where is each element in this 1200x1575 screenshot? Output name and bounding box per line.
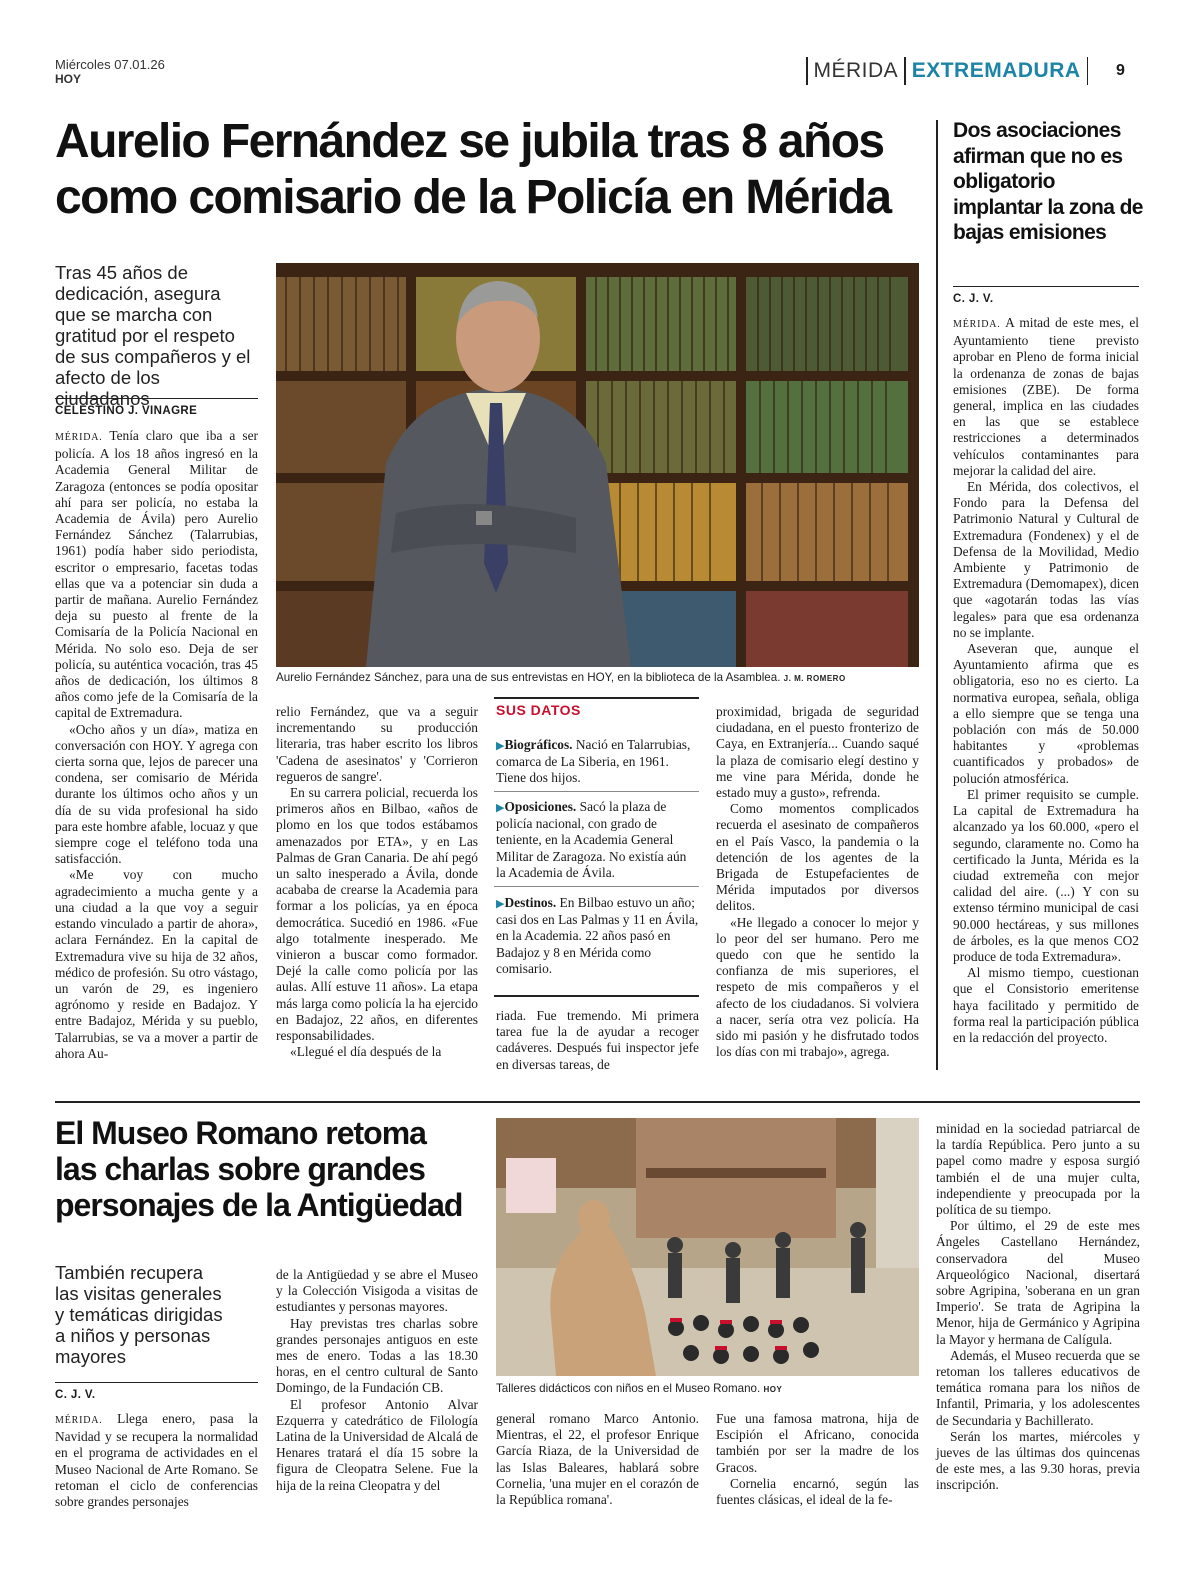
museum-byline: C. J. V.: [55, 1382, 258, 1401]
museum-workshop-image: [496, 1118, 919, 1376]
museum-headline: [55, 1115, 485, 1223]
main-photo-caption: [276, 671, 919, 686]
museum-photo-caption: [496, 1382, 919, 1397]
main-article-col1: [55, 428, 258, 1062]
headline-line: como comisario de la Policía en Mérida: [55, 171, 891, 224]
sus-datos-title: SUS DATOS: [496, 702, 581, 718]
divider: [494, 995, 699, 997]
paragraph: general romano Marco Antonio. Mientras, el 22, el profesor Enrique García Riaza, de la Universidad de las Islas Baleares, hablará sobre Cornelia, 'una mujer en el corazón de la República romana'.: [496, 1411, 699, 1508]
main-photo: [276, 263, 919, 667]
paragraph: El primer requisito se cumple. La capital de Extremadura ha alcanzado ya los 60.000, «pero el segundo, claramente no. Como ha certificado la Junta, Mérida es la ciudad extremeña con mejor calidad del aire. (...) Y con su extenso término municipal de casi 90.000 hectáreas, y sus millones de árboles, es la que menos CO2 produce de toda Extremadura».: [953, 786, 1139, 964]
date-text: Miércoles 07.01.26: [55, 57, 165, 72]
dateline: MÉRIDA.: [55, 432, 103, 443]
paragraph: «He llegado a conocer lo mejor y lo peor del ser humano. Pero me quedo con que he sentido la confianza de mis superiores, el respeto de mis compañeros y el afecto de los ciudadanos. Si volviera a nacer, sería otra vez policía. Ha sido mi pasión y he disfrutado todos los días con mi trabajo», agrega.: [716, 914, 919, 1060]
main-article-col3: [496, 1008, 699, 1073]
paragraph: minidad en la sociedad patriarcal de la tardía República. Pero junto a su papel como madre y esposa surgió también el de una mujer culta, independiente y preocupada por la política de su tiempo.: [936, 1121, 1140, 1218]
newspaper-name: HOY: [55, 72, 82, 86]
item-text: En Bilbao estuvo un año; casi dos en Las Palmas y 11 en Ávila, en la Academia. 22 años pasó en Badajoz y 8 en Mérida como comisario.: [496, 895, 699, 976]
headline-line: El Museo Romano retoma: [55, 1115, 426, 1151]
paragraph: El profesor Antonio Alvar Ezquerra y catedrático de Filología Latina de la Universidad de Alcalá de Henares tratará el día 15 sobre la figura de Cleopatra Selene. Fue la hija de la reina Cleopatra y del: [276, 1396, 478, 1493]
divider: [494, 886, 699, 887]
paragraph: Como momentos complicados recuerda el asesinato de compañeros en el País Vasco, la pandemia o la detención de los agentes de la Brigada de Estupefacientes de Mérida imputados por diversos delitos.: [716, 801, 919, 914]
sus-datos-item: [496, 799, 699, 881]
headline-line: Aurelio Fernández se jubila tras 8 años: [55, 115, 884, 168]
divider: [904, 57, 906, 85]
main-byline: CELESTINO J. VINAGRE: [55, 398, 258, 417]
section-divider: [55, 1101, 1140, 1103]
triangle-bullet-icon: ▶: [496, 802, 505, 814]
section-region: EXTREMADURA: [911, 59, 1081, 82]
paragraph: «Me voy con mucho agradecimiento a mucha gente y a una ciudad a la que voy a seguir estando vinculado a partir de ahora», aclara Fernández. En la capital de Extremadura vive su hija de 32 años, médico de profesión. Su otro vástago, un varón de 29, es ingeniero agrónomo y reside en Badajoz. Y entre Badajoz, Mérida y su pueblo, Talarrubias, se va a mover a partir de ahora Au-: [55, 867, 258, 1061]
page-number: 9: [1116, 62, 1125, 79]
headline-line: personajes de la Antigüedad: [55, 1187, 463, 1223]
paragraph: «Llegué el día después de la: [290, 1044, 442, 1060]
paragraph: Llega enero, pasa la Navidad y se recupera la normalidad en el programa de actividades en el Museo Nacional de Arte Romano. Se retoman el ciclo de conferencias sobre grandes personajes: [55, 1411, 258, 1510]
divider: [806, 57, 808, 85]
side-byline: C. J. V.: [953, 286, 1139, 305]
photo-credit: HOY: [763, 1385, 783, 1394]
main-article-col2: [276, 704, 478, 1060]
museum-standfirst: También recupera las visitas generales y temáticas dirigidas a niños y personas mayores: [55, 1262, 223, 1367]
paragraph: Aseveran que, aunque el Ayuntamiento afirma que es obligatoria, eso no es cierto. La normativa europea, señala, obliga a ello siempre que se tenga una población con más de 50.000 habitantes y «problemas cuantificados y probados» de polución atmosférica.: [953, 641, 1139, 786]
main-standfirst: Tras 45 años de dedicación, asegura que se marcha con gratitud por el respeto de sus compañeros y el afecto de los ciudadanos: [55, 262, 251, 409]
paragraph: de la Antigüedad y se abre el Museo y la Colección Visigoda a visitas de estudiantes y personas mayores.: [276, 1267, 478, 1315]
headline-line: las charlas sobre grandes: [55, 1151, 425, 1187]
museum-article-col3: [496, 1411, 699, 1508]
paragraph: Serán los martes, miércoles y jueves de las últimas dos quincenas de este mes, a las 9.30 horas, previa inscripción.: [936, 1428, 1140, 1493]
paragraph: En Mérida, dos colectivos, el Fondo para la Defensa del Patrimonio Natural y Cultural de Extremadura (Fondenex) y el de Defensa de la Movilidad, Medio Ambiente y Patrimonio de Extremadura (Demomapex), dicen que «agotarán todas las vías legales» para que esa ordenanza no se implante.: [953, 479, 1139, 640]
caption-text: Aurelio Fernández Sánchez, para una de sus entrevistas en HOY, en la biblioteca de la Asamblea.: [276, 671, 781, 684]
sus-datos-item: [496, 895, 699, 977]
triangle-bullet-icon: ▶: [496, 898, 505, 910]
museum-article-col2: [276, 1267, 478, 1494]
main-article-col4: [716, 704, 919, 1060]
item-text: Sacó la plaza de policía nacional, con grado de teniente, en la Academia General Militar de Zaragoza. No existía aún la Academia de Ávila.: [496, 799, 687, 880]
dateline: MÉRIDA.: [953, 319, 1001, 330]
side-headline: Dos asociaciones afirman que no es obligatorio implantar la zona de bajas emisiones: [953, 119, 1143, 244]
item-text: Nació en Talarrubias, comarca de La Siberia, en 1961. Tiene dos hijos.: [496, 737, 691, 786]
paragraph: A mitad de este mes, el Ayuntamiento tiene previsto aprobar en Pleno de forma inicial la ordenanza de zonas de bajas emisiones (ZBE). De forma general, implica en las ciudades en las que se establece restricciones a determinados vehículos contaminantes para mejorar la calidad del aire.: [953, 315, 1140, 478]
paragraph: «Ocho años y un día», matiza en conversación con HOY. Y agrega con cierta sorna que, lejos de parecer una condena, ser comisario de Mérida durante los últimos ocho años y un día de su vida profesional ha sido para este hombre afable, locuaz y que siempre coge el teléfono toda una satisfacción.: [55, 721, 258, 867]
paragraph: Hay previstas tres charlas sobre grandes personajes antiguos en este mes de enero. Todas a las 18.30 horas, en el centro cultural de Santo Domingo, de la Fundación CB.: [276, 1315, 478, 1396]
section-header: [800, 56, 1125, 86]
main-headline: [55, 114, 935, 226]
divider: [494, 791, 699, 792]
paragraph: Además, el Museo recuerda que se retoman los talleres educativos de temática romana para los niños de Infantil, Primaria, y los adolescentes de Secundaria y Bachillerato.: [936, 1347, 1140, 1428]
paragraph: riada. Fue tremendo. Mi primera tarea fue la de ayudar a recoger cadáveres. Después fui inspector jefe en diversas tareas, de: [496, 1008, 699, 1072]
divider: [1087, 57, 1089, 85]
museum-article-col4: [716, 1411, 919, 1508]
divider: [494, 697, 699, 699]
dateline: MÉRIDA.: [55, 1415, 103, 1426]
sus-datos-item: [496, 737, 699, 787]
triangle-bullet-icon: ▶: [496, 740, 505, 752]
item-label: Oposiciones.: [504, 799, 577, 814]
paragraph: Tenía claro que iba a ser policía. A los 18 años ingresó en la Academia General Militar de Zaragoza (entonces se podía opositar ahí para ser policía, no estaba la Academia de Ávila) pero Aurelio Fernández Sánchez (Talarrubias, 1961) podía haber sido periodista, escritor o empresario, facetas todas ellas que va a potenciar sin duda a partir de mañana. Aurelio Fernández deja su puesto al frente de la Comisaría de la Policía Nacional en Mérida. No solo eso. Deja de ser policía, su auténtica vocación, tras 45 años de dedicación, los últimos 8 años como jefe de la Comisaría de la capital de Extremadura.: [55, 428, 258, 721]
paragraph: En su carrera policial, recuerda los primeros años en Bilbao, «años de plomo en los que todos estábamos amenazados por ETA», y en Las Palmas de Gran Canaria. De ahí pegó un salto inesperado a Ávila, donde acababa de crearse la Academia para formar a los policías, ya en época democrática. Sucedió en 1986. «Fue algo totalmente inesperado. Me vinieron a buscar como formador. Dejé la calle como policía por las aulas. Allí estuve 11 años». La etapa más larga como policía la ha ejercido en Badajoz, 22 años, en diferentes responsabilidades.: [276, 785, 478, 1044]
library-portrait-image: [276, 263, 919, 667]
page-date: [55, 57, 165, 87]
museum-article-col5: [936, 1121, 1140, 1494]
paragraph: relio Fernández, que va a seguir incrementando su producción literaria, tras haber escrito los libros 'Cadena de asesinatos' y 'Corrieron regueros de sangre'.: [276, 704, 478, 784]
paragraph: Al mismo tiempo, cuestionan que el Consistorio emeritense haya facilitado y permitido de forma real la participación pública en la redacción del proyecto.: [953, 965, 1139, 1045]
paragraph: Fue una famosa matrona, hija de Escipión el Africano, conocida también por ser la madre de los Gracos.: [716, 1411, 919, 1475]
paragraph: Por último, el 29 de este mes Ángeles Castellano Hernández, conservadora del Museo Arqueológico Nacional, disertará sobre Agripina, 'soberana en un gran Imperio'. Se trata de Agripina la Menor, hija de Germánico y Agripina la Mayor y hermana de Calígula.: [936, 1218, 1140, 1347]
museum-photo: [496, 1118, 919, 1376]
caption-text: Talleres didácticos con niños en el Museo Romano.: [496, 1382, 761, 1395]
museum-article-col1: [55, 1411, 258, 1510]
item-label: Destinos.: [504, 895, 557, 910]
side-article: [953, 315, 1139, 1046]
section-city: MÉRIDA: [813, 59, 899, 82]
photo-credit: J. M. ROMERO: [783, 674, 846, 683]
column-divider: [936, 120, 938, 1070]
item-label: Biográficos.: [504, 737, 573, 752]
paragraph: proximidad, brigada de seguridad ciudadana, en el puesto fronterizo de Caya, en Extranjería... Cuando saqué la plaza de comisario elegí destino y me vine para Mérida, donde he estado muy a gusto», refrenda.: [716, 704, 919, 801]
paragraph: Cornelia encarnó, según las fuentes clásicas, el ideal de la fe-: [716, 1475, 919, 1508]
